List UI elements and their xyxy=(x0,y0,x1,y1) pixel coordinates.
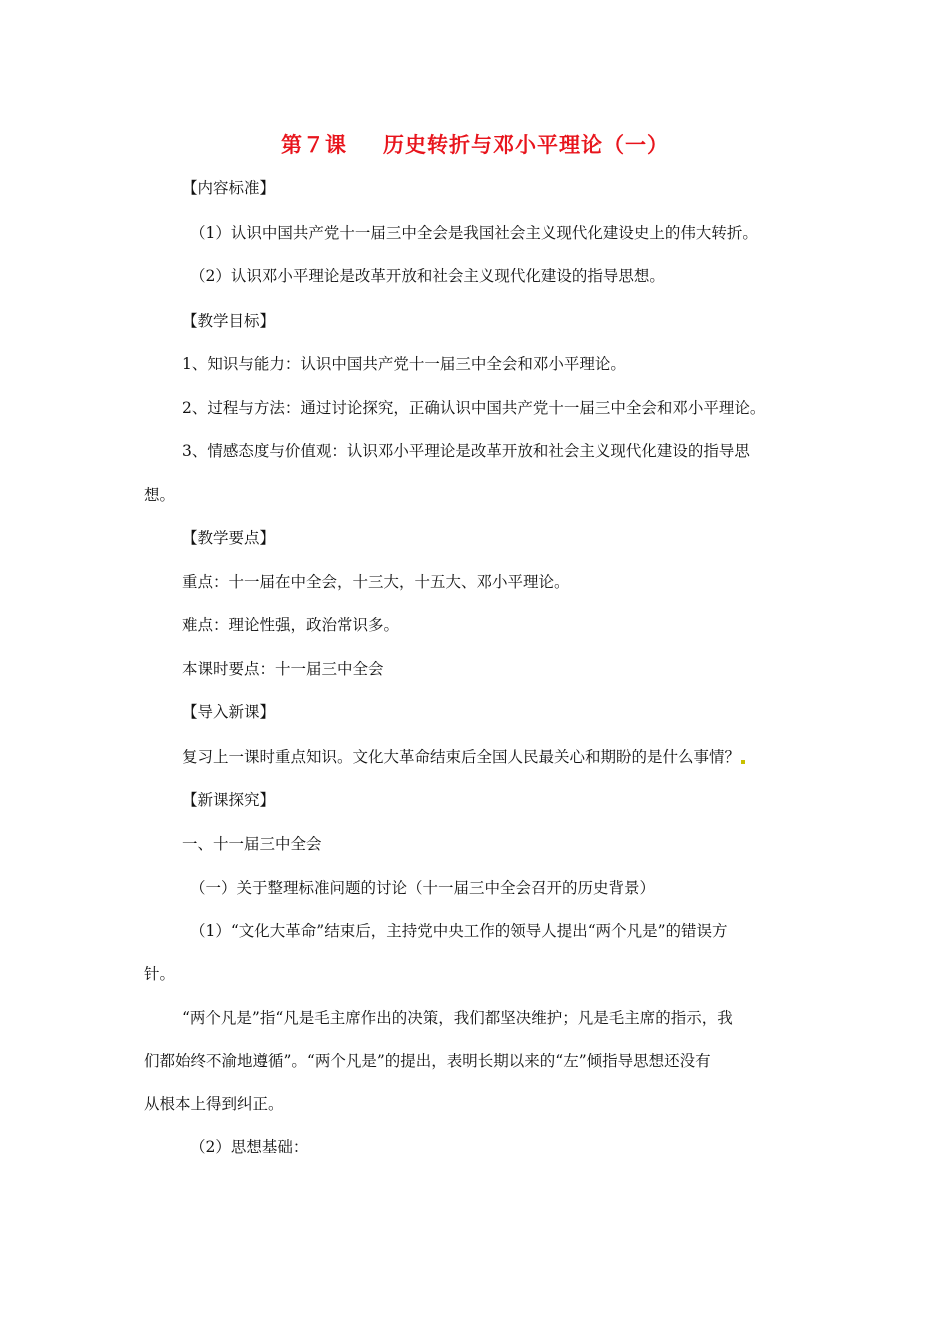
paragraph: 2、过程与方法：通过讨论探究，正确认识中国共产党十一届三中全会和邓小平理论。 xyxy=(182,399,766,417)
edit-mark xyxy=(741,760,745,764)
lesson-number: 第７课 xyxy=(281,133,347,157)
paragraph: 从根本上得到纠正。 xyxy=(144,1095,284,1113)
heading-content-standard: 【内容标准】 xyxy=(182,179,276,197)
paragraph: 1、知识与能力：认识中国共产党十一届三中全会和邓小平理论。 xyxy=(182,355,626,373)
heading-introduction: 【导入新课】 xyxy=(182,703,276,721)
paragraph: “两个凡是”指“凡是毛主席作出的决策，我们都坚决维护；凡是毛主席的指示，我 xyxy=(182,1009,733,1027)
paragraph: 本课时要点：十一届三中全会 xyxy=(182,660,384,678)
heading-teaching-goals: 【教学目标】 xyxy=(182,312,276,330)
paragraph xyxy=(182,746,745,768)
paragraph: 难点：理论性强，政治常识多。 xyxy=(182,616,400,634)
paragraph: 重点：十一届在中全会，十三大，十五大、邓小平理论。 xyxy=(182,573,570,591)
paragraph: 3、情感态度与价值观：认识邓小平理论是改革开放和社会主义现代化建设的指导思 xyxy=(182,442,750,460)
paragraph: 针。 xyxy=(144,965,176,983)
paragraph: （一）关于整理标准问题的讨论（十一届三中全会召开的历史背景） xyxy=(190,879,656,897)
paragraph: （1）“文化大革命”结束后，主持党中央工作的领导人提出“两个凡是”的错误方 xyxy=(190,922,728,940)
section-heading: 一、十一届三中全会 xyxy=(182,835,322,853)
paragraph-text: 复习上一课时重点知识。文化大革命结束后全国人民最关心和期盼的是什么事情？ xyxy=(182,748,741,766)
paragraph: （2）认识邓小平理论是改革开放和社会主义现代化建设的指导思想。 xyxy=(190,267,665,285)
paragraph: （1）认识中国共产党十一届三中全会是我国社会主义现代化建设史上的伟大转折。 xyxy=(190,224,758,242)
heading-teaching-points: 【教学要点】 xyxy=(182,529,276,547)
page-title xyxy=(0,131,950,159)
paragraph: 想。 xyxy=(144,486,176,504)
paragraph: （2）思想基础： xyxy=(190,1138,309,1156)
paragraph: 们都始终不渝地遵循”。“两个凡是”的提出，表明长期以来的“左”倾指导思想还没有 xyxy=(144,1052,711,1070)
lesson-title: 历史转折与邓小平理论（一） xyxy=(383,133,669,157)
heading-new-lesson: 【新课探究】 xyxy=(182,791,276,809)
